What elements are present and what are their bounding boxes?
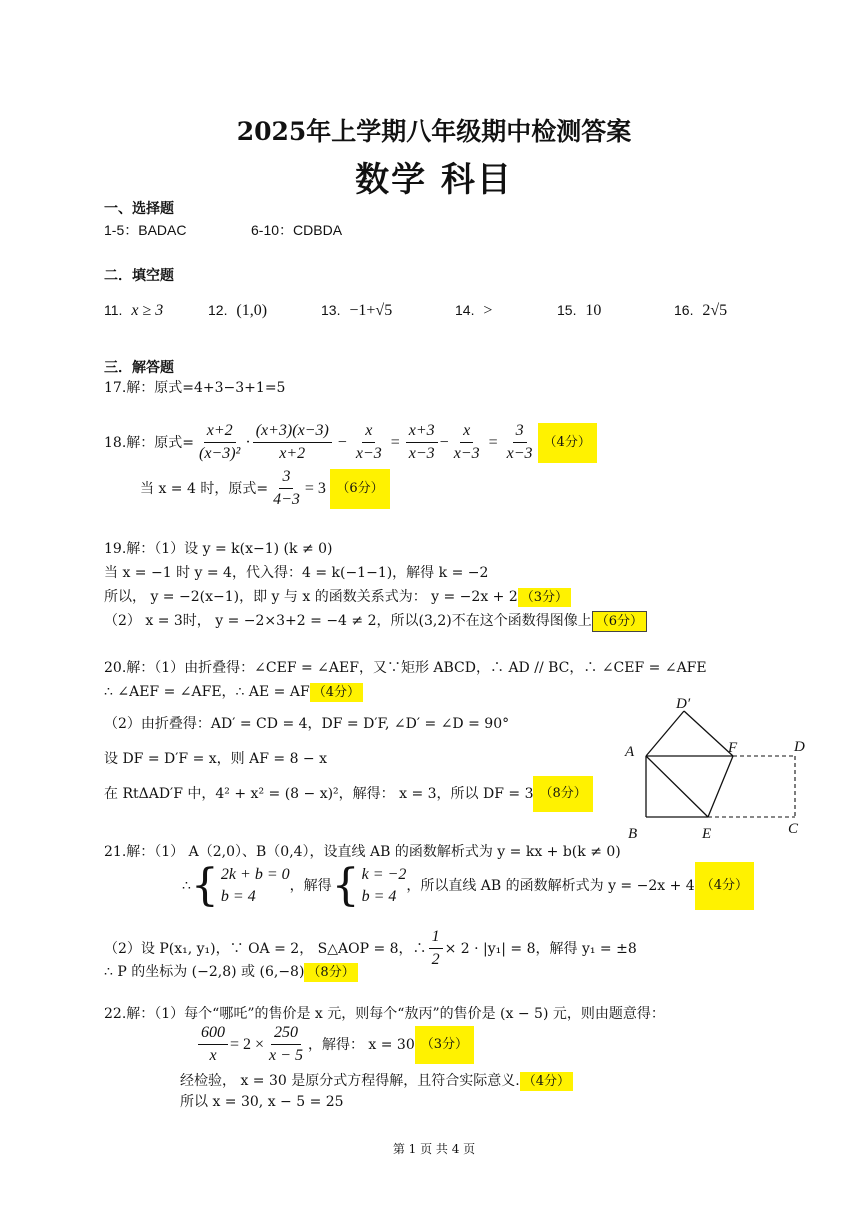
q20-line3: （2）由折叠得：AD′ = CD = 4，DF = D′F, ∠D′ = ∠D = 90° [104, 716, 510, 732]
choice-answers-1-5: 1-5：BADAC [104, 222, 187, 238]
label-e: E [702, 826, 712, 842]
edge-ad1 [646, 711, 684, 756]
label-b: B [628, 826, 638, 842]
score-badge: （4分） [520, 1072, 573, 1091]
subject-title: 数学 科目 [355, 160, 513, 200]
edge-d1f [684, 711, 733, 756]
section-solution-heading: 三．解答题 [104, 360, 174, 376]
q22-line1: 22.解：（1）每个“哪吒”的售价是 x 元，则每个“敖丙”的售价是 (x − 5) 元，则由题意得： [104, 1006, 665, 1022]
score-badge: （4分） [695, 862, 754, 910]
label-a: A [625, 744, 635, 760]
label-f: F [728, 740, 738, 756]
score-badge: （6分） [592, 611, 647, 632]
score-badge: （8分） [304, 963, 357, 982]
fill-item-11: 11. x ≥ 3 [104, 302, 164, 319]
q20-line1: 20.解：（1）由折叠得：∠CEF = ∠AEF，又∵矩形 ABCD，∴ AD // BC，∴ ∠CEF = ∠AFE [104, 660, 707, 676]
choice-answers-6-10: 6-10：CDBDA [251, 222, 343, 238]
q19-line2: 当 x = −1 时 y = 4，代入得：4 = k(−1−1)，解得 k = −2 [104, 565, 489, 581]
q21-line4: ∴ P 的坐标为 (−2,8) 或 (6,−8) （8分） [104, 962, 358, 983]
edge-fe [708, 756, 733, 817]
q17-solution: 17.解：原式=4+3−3+1=5 [104, 380, 286, 396]
q22-equation: $\frac{600}{x}$ = 2 × $\frac{250}{x - 5}$ ，解得： x = 30 （3分） [196, 1024, 474, 1065]
q22-line3: 经检验， x = 30 是原分式方程得解，且符合实际意义. （4分） [180, 1071, 573, 1092]
section-fill-heading: 二．填空题 [104, 268, 174, 284]
q18-line2: 当 x = 4 时，原式= $\frac{3}{4-3}$ = 3 （6分） [140, 468, 390, 509]
q20-line4: 设 DF = D′F = x，则 AF = 8 − x [104, 751, 328, 767]
q20-line5: 在 RtΔAD′F 中，4² + x² = (8 − x)²，解得： x = 3，所以 DF = 3 （8分） [104, 776, 593, 812]
q19-line3: 所以， y = −2(x−1)，即 y 与 x 的函数关系式为： y = −2x + 2 （3分） [104, 587, 571, 608]
fill-item-13: 13. −1+√5 [321, 302, 393, 319]
q21-line3: （2）设 P(x₁, y₁)，∵ OA = 2， S△AOP = 8，∴ $\frac{1}{2}$ × 2 · |y₁| = 8，解得 y₁ = ±8 [104, 928, 637, 968]
page-footer: 第 1 页 共 4 页 [392, 1142, 476, 1156]
q19-line1: 19.解：（1）设 y = k(x−1) (k ≠ 0) [104, 541, 333, 557]
score-badge: （3分） [518, 588, 571, 607]
q21-system: ∴ { 2k + b = 0 b = 4 ，解得 { k = −2 b = 4 ，所以直线 AB 的函数解析式为 y = −2x + 4 （4分） [182, 862, 754, 910]
label-c: C [788, 821, 799, 837]
fill-item-15: 15. 10 [557, 302, 602, 319]
score-badge: （4分） [538, 423, 597, 463]
q21-line1: 21.解：（1） A（2,0）、B（0,4），设直线 AB 的函数解析式为 y = kx + b(k ≠ 0) [104, 844, 621, 860]
q18-line1: 18.解：原式= $\frac{x+2}{\text{(x−3)²}}$ · $\frac{(x+3)(x-3)}{x+2}$ − $\frac{x}{x-3}$ = $\frac{x+3}{x-3}$ − $\frac{x}{x-3}$ = $\frac{3}{x-3}$ （4分） [104, 422, 597, 463]
section-choice-heading: 一、选择题 [104, 201, 174, 217]
fill-item-12: 12. (1,0) [208, 302, 268, 319]
score-badge: （4分） [310, 683, 363, 702]
score-badge: （8分） [533, 776, 592, 812]
q19-line4: （2） x = 3时， y = −2×3+2 = −4 ≠ 2，所以(3,2)不在这个函数得图像上 （6分） [104, 611, 647, 632]
document-title: 2025年上学期八年级期中检测答案 [236, 117, 632, 146]
q22-line4: 所以 x = 30, x − 5 = 25 [180, 1094, 344, 1110]
fill-item-14: 14. > [455, 302, 493, 319]
score-badge: （6分） [330, 469, 389, 509]
label-d-prime: D′ [676, 696, 691, 712]
fill-item-16: 16. 2√5 [674, 302, 728, 319]
label-d: D [794, 739, 805, 755]
fold-geometry-figure [618, 694, 818, 844]
edge-ae [646, 756, 708, 817]
score-badge: （3分） [415, 1026, 474, 1064]
q20-line2: ∴ ∠AEF = ∠AFE，∴ AE = AF （4分） [104, 682, 363, 703]
